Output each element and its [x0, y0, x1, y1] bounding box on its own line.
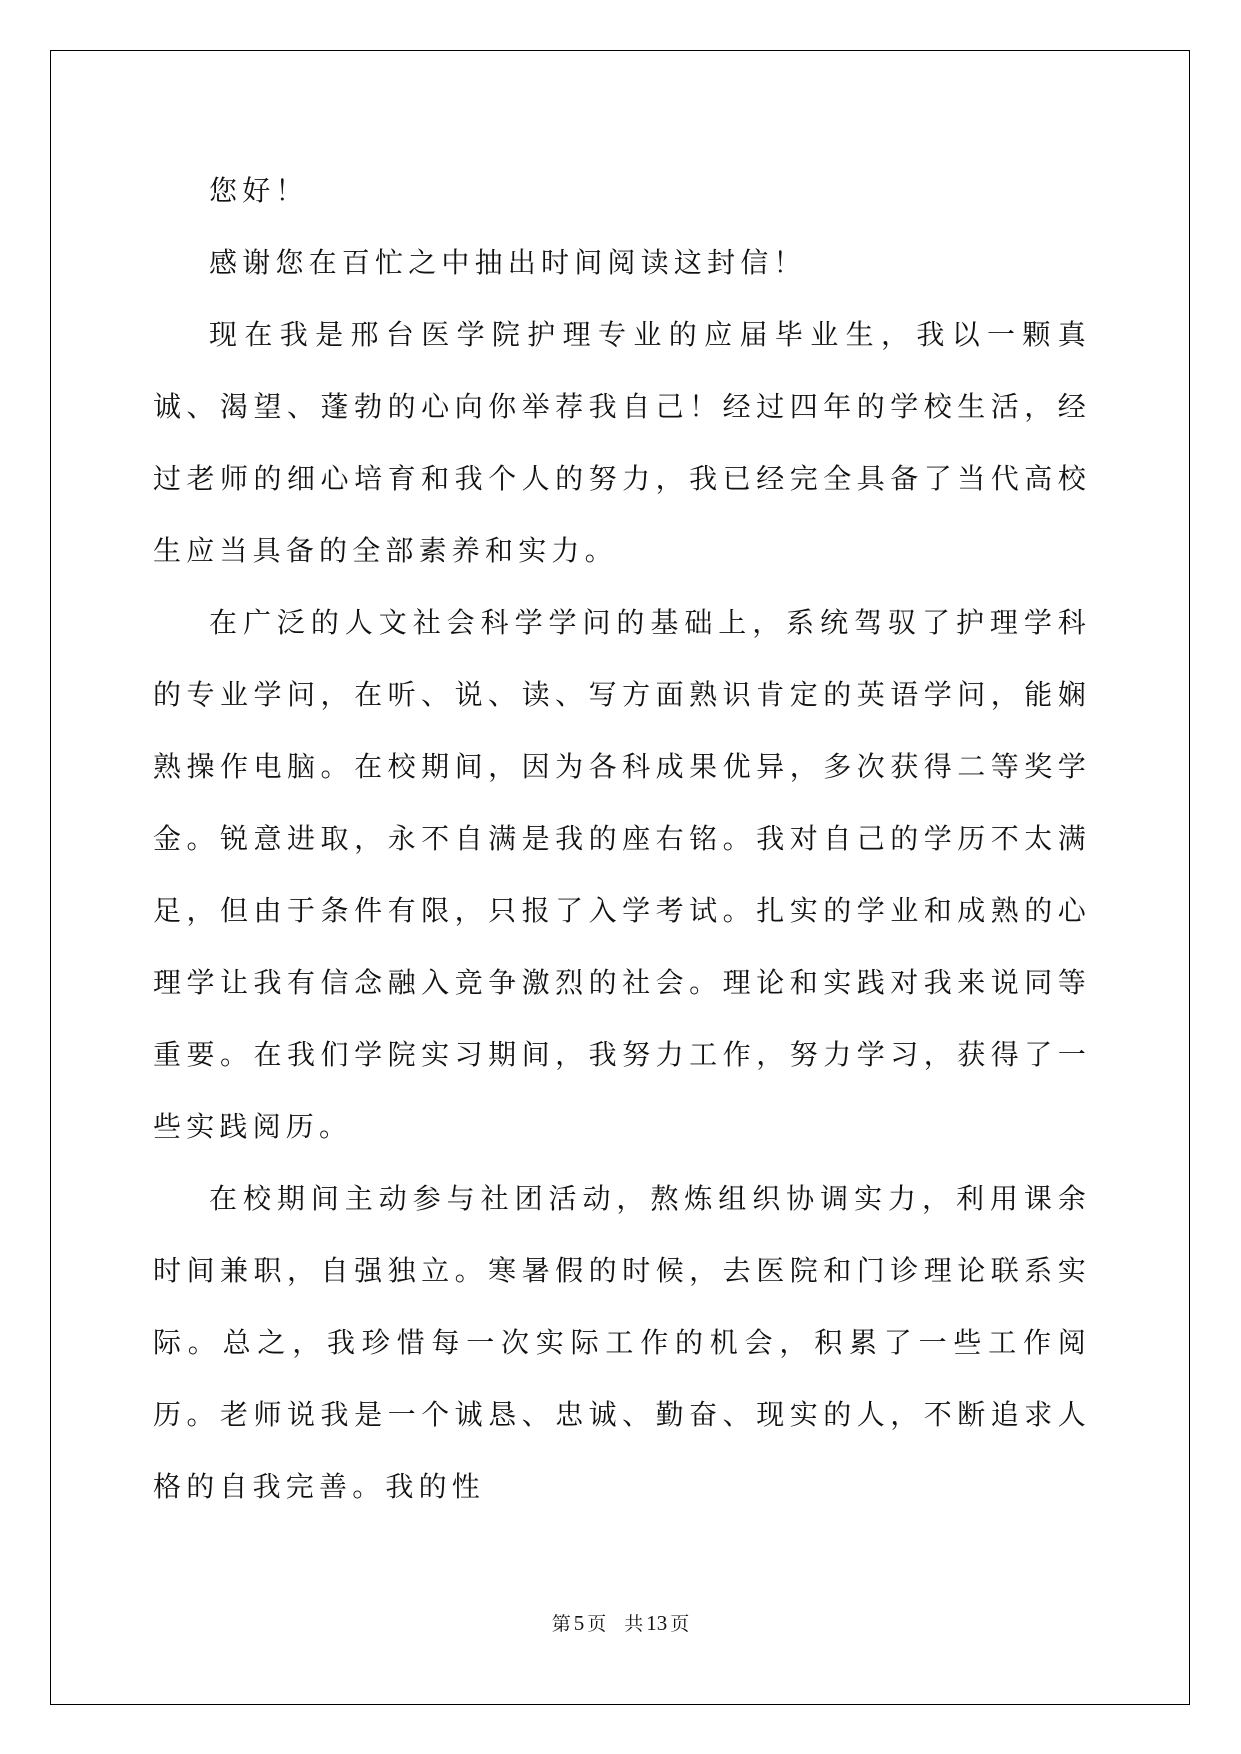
page-prefix: 第 [551, 1613, 571, 1635]
page-footer [0, 1609, 1241, 1636]
introduction-paragraph: 现在我是邢台医学院护理专业的应届毕业生，我以一颗真诚、渴望、蓬勃的心向你举荐我自己！经过四年的学校生活，经过老师的细心培育和我个人的努力，我已经完全具备了当代高校生应当具备的全部素养和实力。 [153, 318, 1091, 567]
page-suffix: 页 [587, 1613, 607, 1635]
page-number: 5 [573, 1611, 585, 1635]
letter-body [153, 155, 1091, 1523]
greeting-paragraph: 您好！ [209, 174, 309, 207]
education-paragraph: 在广泛的人文社会科学学问的基础上，系统驾驭了护理学科的专业学问，在听、说、读、写方面熟识肯定的英语学问，能娴熟操作电脑。在校期间，因为各科成果优异，多次获得二等奖学金。锐意进取，永不自满是我的座右铭。我对自己的学历不太满足，但由于条件有限，只报了入学考试。扎实的学业和成熟的心理学让我有信念融入竞争激烈的社会。理论和实践对我来说同等重要。在我们学院实习期间，我努力工作，努力学习，获得了一些实践阅历。 [153, 606, 1091, 1143]
activities-paragraph: 在校期间主动参与社团活动，熬炼组织协调实力，利用课余时间兼职，自强独立。寒暑假的时候，去医院和门诊理论联系实际。总之，我珍惜每一次实际工作的机会，积累了一些工作阅历。老师说我是一个诚恳、忠诚、勤奋、现实的人，不断追求人格的自我完善。我的性 [153, 1182, 1091, 1503]
thanks-paragraph: 感谢您在百忙之中抽出时间阅读这封信！ [209, 246, 807, 279]
total-suffix: 页 [670, 1613, 690, 1635]
total-prefix: 共 [624, 1613, 644, 1635]
total-pages: 13 [646, 1611, 668, 1635]
